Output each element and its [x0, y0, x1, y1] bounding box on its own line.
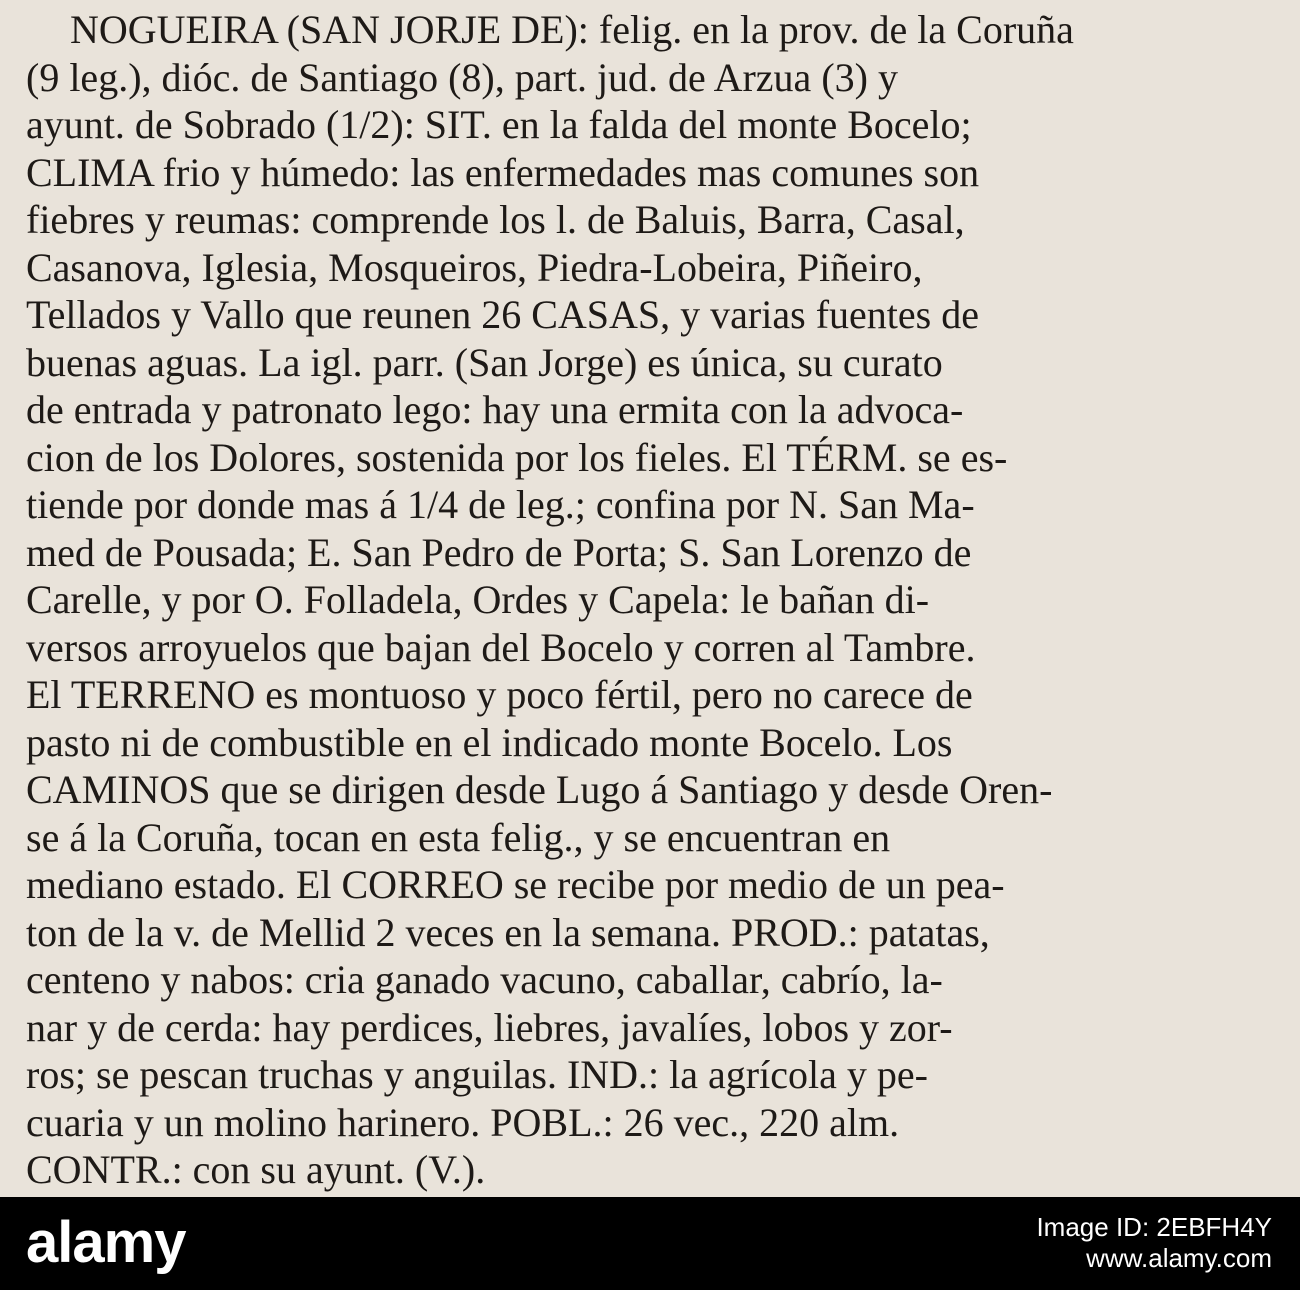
- entry-line: CONTR.: con su ayunt. (V.).: [26, 1147, 486, 1192]
- entry-line: med de Pousada; E. San Pedro de Porta; S. San Lorenzo de: [26, 529, 972, 575]
- entry-line: versos arroyuelos que bajan del Bocelo y corren al Tambre.: [26, 624, 976, 670]
- entry-line: El TERRENO es montuoso y poco fértil, pero no carece de: [26, 672, 973, 717]
- watermark-meta: [1036, 1212, 1272, 1274]
- entry-line: CAMINOS que se dirigen desde Lugo á Santiago y desde Oren-: [26, 767, 1053, 812]
- entry-line: CLIMA frio y húmedo: las enfermedades mas comunes son: [26, 149, 980, 195]
- entry-line: Tellados y Vallo que reunen 26 CASAS, y varias fuentes de: [26, 292, 979, 337]
- entry-line: nar y de cerda: hay perdices, liebres, javalíes, lobos y zor-: [26, 1004, 953, 1050]
- entry-line: NOGUEIRA (SAN JORJE DE): felig. en la prov. de la Coruña: [70, 7, 1074, 52]
- entry-line: ayunt. de Sobrado (1/2): SIT. en la falda del monte Bocelo;: [26, 102, 972, 147]
- image-id-label: Image ID: 2EBFH4Y: [1036, 1212, 1272, 1242]
- dictionary-entry: [26, 6, 1276, 1194]
- entry-line: de entrada y patronato lego: hay una ermita con la advoca-: [26, 387, 964, 432]
- entry-line: cion de los Dolores, sostenida por los fieles. El TÉRM. se es-: [26, 434, 1008, 480]
- entry-line: se á la Coruña, tocan en esta felig., y se encuentran en: [26, 814, 891, 860]
- entry-line: Carelle, y por O. Folladela, Ordes y Capela: le bañan di-: [26, 577, 930, 622]
- alamy-logo: alamy: [26, 1210, 186, 1275]
- entry-line: fiebres y reumas: comprende los l. de Baluis, Barra, Casal,: [26, 197, 965, 242]
- entry-line: pasto ni de combustible en el indicado monte Bocelo. Los: [26, 719, 953, 765]
- entry-line: (9 leg.), dióc. de Santiago (8), part. jud. de Arzua (3) y: [26, 54, 898, 100]
- entry-line: cuaria y un molino harinero. POBL.: 26 vec., 220 alm.: [26, 1099, 900, 1145]
- entry-line: ros; se pescan truchas y anguilas. IND.: la agrícola y pe-: [26, 1052, 928, 1097]
- entry-line: tiende por donde mas á 1/4 de leg.; confina por N. San Ma-: [26, 482, 975, 527]
- entry-line: centeno y nabos: cria ganado vacuno, caballar, cabrío, la-: [26, 957, 943, 1002]
- entry-line: Casanova, Iglesia, Mosqueiros, Piedra-Lobeira, Piñeiro,: [26, 244, 923, 290]
- entry-line: ton de la v. de Mellid 2 veces en la semana. PROD.: patatas,: [26, 909, 990, 955]
- site-url: www.alamy.com: [1086, 1243, 1272, 1273]
- entry-line: buenas aguas. La igl. parr. (San Jorge) es única, su curato: [26, 339, 943, 385]
- entry-line: mediano estado. El CORREO se recibe por medio de un pea-: [26, 862, 1005, 907]
